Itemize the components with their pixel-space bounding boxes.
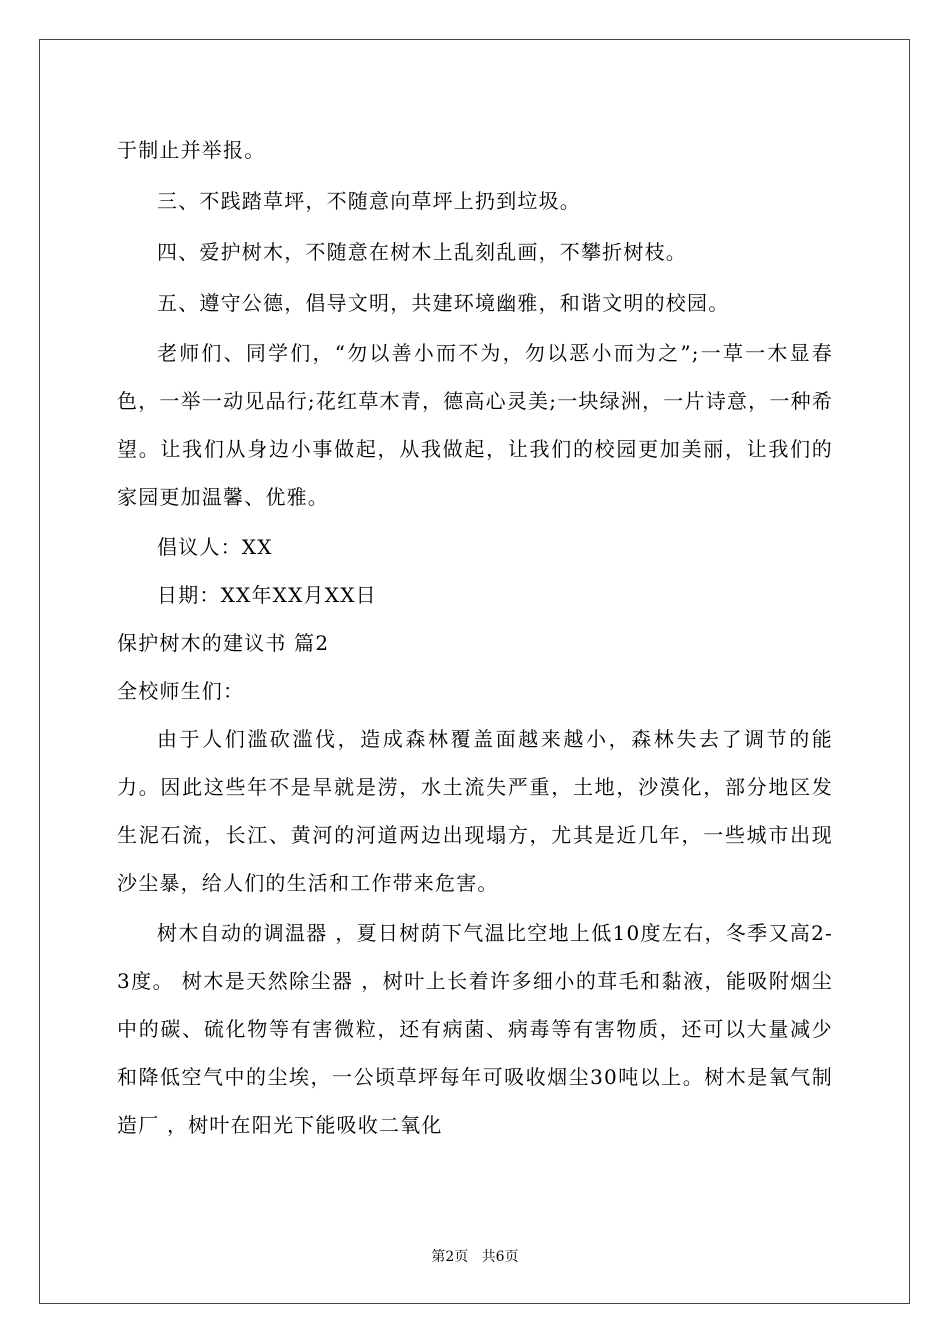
page-footer (0, 1246, 950, 1266)
list-item-5: 五、遵守公德，倡导文明，共建环境幽雅，和谐文明的校园。 (157, 291, 730, 315)
proposer-line: 倡议人：XX (157, 535, 273, 559)
document-body (117, 125, 833, 1151)
closing-paragraph: 老师们、同学们，“勿以善小而不为，勿以恶小而为之”;一草一木显春色，一举一动见品行;花红草木青，德高心灵美;一块绿洲，一片诗意，一种希望。让我们从身边小事做起，从我做起，让我们的校园更加美丽，让我们的家园更加温馨、优雅。 (117, 341, 833, 509)
salutation: 全校师生们： (117, 679, 245, 703)
date-line: 日期：XX年XX月XX日 (157, 583, 377, 607)
continuation-line: 于制止并举报。 (117, 138, 266, 162)
body-paragraph-2: 树木自动的调温器 ，夏日树荫下气温比空地上低10度左右，冬季又高2-3度。 树木是天然除尘器 ，树叶上长着许多细小的茸毛和黏液，能吸附烟尘中的碳、硫化物等有害微粒，还有病菌、病毒等有害物质，还可以大量减少和降低空气中的尘埃，一公顷草坪每年可吸收烟尘30吨以上。树木是氧气制造厂 ，树叶在阳光下能吸收二氧化 (117, 921, 833, 1137)
list-item-3: 三、不践踏草坪，不随意向草坪上扔到垃圾。 (157, 189, 581, 213)
page-number: 第2页 (431, 1249, 469, 1265)
page-total: 共6页 (481, 1249, 519, 1265)
body-paragraph-1: 由于人们滥砍滥伐，造成森林覆盖面越来越小，森林失去了调节的能力。因此这些年不是旱就是涝，水土流失严重，土地，沙漠化，部分地区发生泥石流，长江、黄河的河道两边出现塌方，尤其是近几年，一些城市出现沙尘暴，给人们的生活和工作带来危害。 (117, 727, 833, 895)
section-title: 保护树木的建议书 篇2 (117, 631, 330, 655)
list-item-4: 四、爱护树木，不随意在树木上乱刻乱画，不攀折树枝。 (157, 240, 687, 264)
